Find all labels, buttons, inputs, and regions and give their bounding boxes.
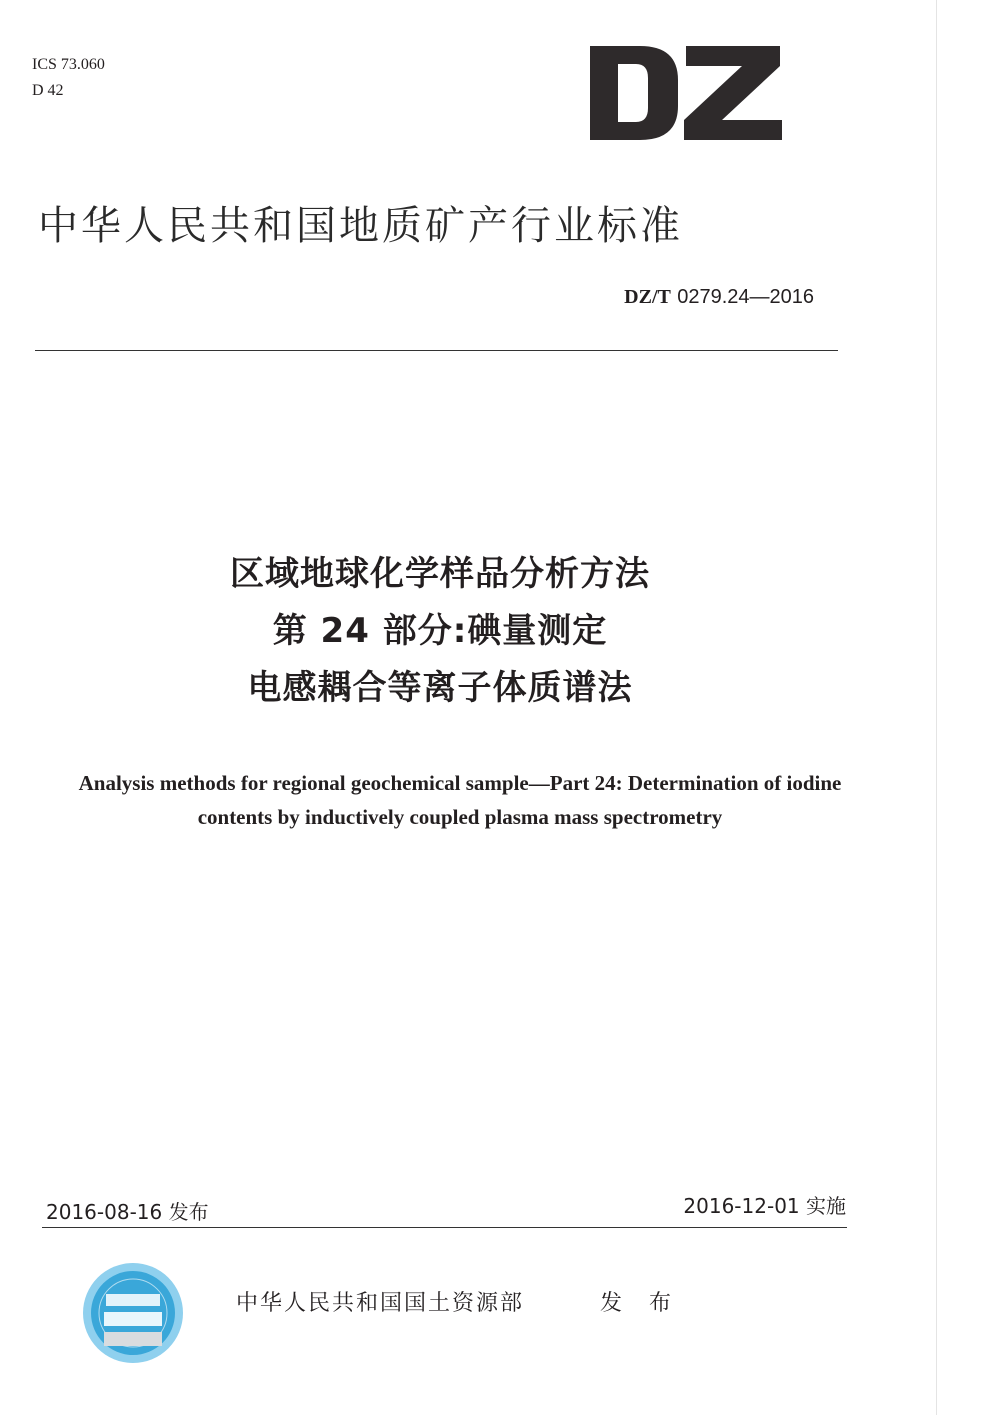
- chinese-title: [0, 546, 880, 717]
- publish-label: 发 布: [600, 1291, 681, 1316]
- ccs-code: D 42: [32, 82, 64, 99]
- anti-counterfeit-seal: [82, 1262, 184, 1364]
- top-divider: [35, 350, 838, 351]
- standard-number-value: 0279.24—2016: [677, 286, 814, 308]
- scan-edge: [936, 0, 937, 1415]
- publisher-name: 中华人民共和国国土资源部: [236, 1291, 525, 1316]
- ics-code: ICS 73.060: [32, 56, 105, 73]
- bottom-divider: [42, 1227, 847, 1228]
- organization-title: 中华人民共和国地质矿产行业标准: [38, 203, 683, 249]
- chinese-title-line-2: 第 24 部分:碘量测定: [272, 611, 608, 651]
- dz-logo: [588, 44, 784, 142]
- chinese-title-line-1: 区域地球化学样品分析方法: [230, 554, 650, 594]
- chinese-title-line-3: 电感耦合等离子体质谱法: [247, 668, 633, 708]
- standard-number: [624, 284, 814, 309]
- english-title: Analysis methods for regional geochemical sample—Part 24: Determination of iodine contents by inductively coupled plasma mass spectrometry: [78, 771, 842, 829]
- issue-date: 2016-08-16 发布: [46, 1200, 209, 1224]
- implementation-date: 2016-12-01 实施: [683, 1194, 846, 1218]
- classification-codes: [32, 52, 105, 104]
- standard-prefix: DZ/T: [624, 286, 671, 308]
